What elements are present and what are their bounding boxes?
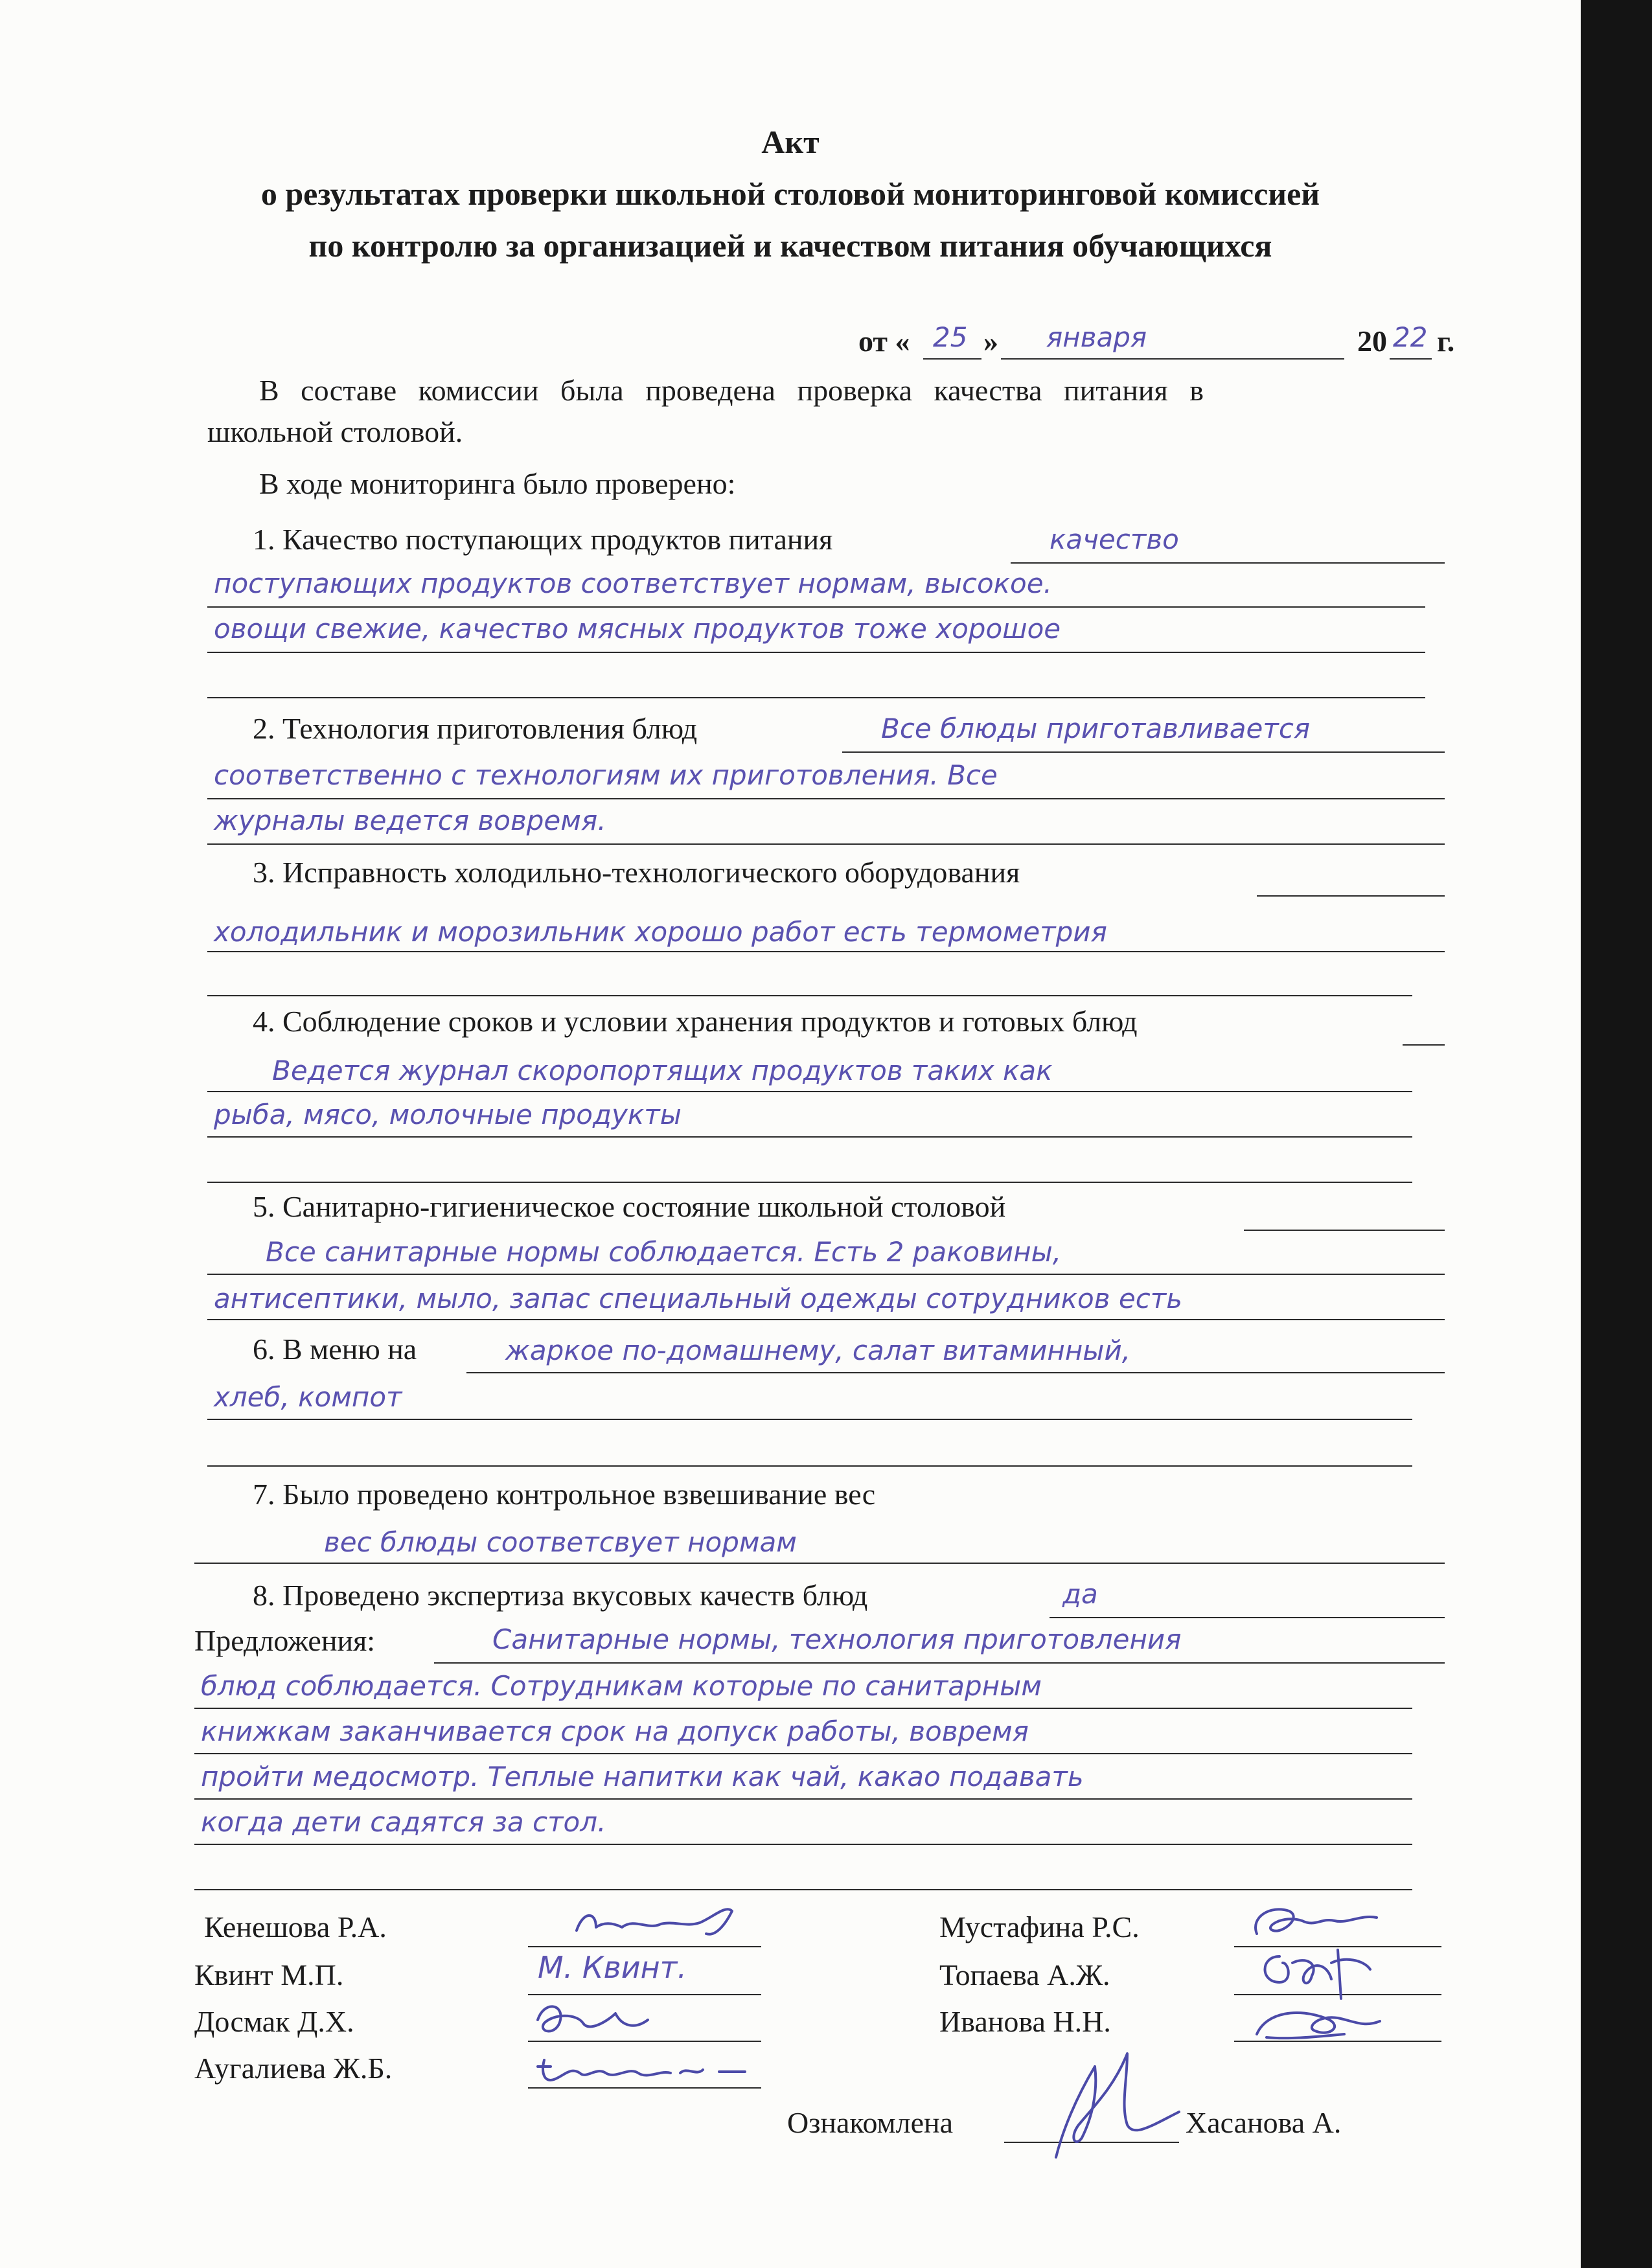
signer-left-4: Аугалиева Ж.Б. — [194, 2052, 393, 2085]
date-year-suffix: 22 — [1393, 321, 1428, 353]
item-4-line-2 — [207, 1136, 1412, 1138]
item-4-label: 4. Соблюдение сроков и условии хранения продуктов и готовых блюд — [253, 1005, 1138, 1038]
item-1-line-0 — [1011, 562, 1445, 564]
ack-signature-mark — [1030, 2041, 1199, 2164]
date-day-line — [923, 358, 981, 360]
date-year-prefix: 20 — [1357, 325, 1387, 358]
item-6-label: 6. В меню на — [253, 1333, 417, 1366]
proposals-rule-5 — [194, 1889, 1412, 1890]
proposals-rule-3 — [194, 1798, 1412, 1800]
item-3-line-1 — [207, 951, 1445, 952]
signer-left-1: Кенешова Р.А. — [204, 1910, 387, 1943]
item-6-line-2 — [207, 1465, 1412, 1467]
item-4-answer-1: Ведется журнал скоропортящих продуктов таких как — [272, 1055, 1053, 1086]
signature-mark-left-3 — [525, 1994, 654, 2046]
item-5-line-2 — [207, 1319, 1445, 1320]
ack-name: Хасанова А. — [1186, 2106, 1342, 2139]
item-2-line-2 — [207, 843, 1445, 845]
item-8-line-0 — [1050, 1617, 1445, 1618]
signer-right-1: Мустафина Р.С. — [939, 1910, 1140, 1943]
item-1-label: 1. Качество поступающих продуктов питания — [253, 523, 833, 556]
signature-text-left-2: М. Квинт. — [538, 1950, 687, 1985]
date-month-line — [1001, 358, 1344, 360]
item-3-answer-1: холодильник и морозильник хорошо работ есть термометрия — [214, 916, 1107, 948]
item-5-answer-1: Все санитарные нормы соблюдается. Есть 2 раковины, — [266, 1236, 1062, 1268]
item-4-line-1 — [207, 1091, 1412, 1092]
signer-right-3: Иванова Н.Н. — [939, 2005, 1111, 2038]
document-title: Акт — [761, 124, 820, 160]
date-mid: » — [983, 325, 998, 358]
proposals-line-5: когда дети садятся за стол. — [201, 1806, 606, 1838]
proposals-line-1: Санитарные нормы, технология приготовления — [492, 1623, 1182, 1655]
signature-mark-left-1 — [570, 1898, 739, 1950]
signature-mark-right-2 — [1254, 1943, 1383, 2002]
document-subtitle-2: по контролю за организацией и качеством питания обучающихся — [308, 227, 1272, 264]
document-subtitle-1: о результатах проверки школьной столовой мониторинговой комиссией — [260, 176, 1320, 212]
item-2-line-1 — [207, 798, 1445, 799]
item-1-answer-3: овощи свежие, качество мясных продуктов тоже хорошое — [214, 613, 1061, 645]
date-day: 25 — [933, 321, 968, 353]
item-1-line-3 — [207, 697, 1425, 698]
scan-dark-edge — [1581, 0, 1652, 2268]
item-1-line-2 — [207, 652, 1425, 653]
item-2-answer-3: журналы ведется вовремя. — [214, 805, 606, 836]
item-8-answer-1: да — [1062, 1578, 1098, 1610]
date-suffix: г. — [1437, 325, 1455, 358]
signer-left-3: Досмак Д.Х. — [194, 2005, 354, 2038]
item-5-label: 5. Санитарно-гигиеническое состояние школьной столовой — [253, 1190, 1006, 1223]
proposals-line-2: блюд соблюдается. Сотрудникам которые по санитарным — [201, 1670, 1042, 1702]
intro-line-1: В составе комиссии была проведена проверка качества питания в — [259, 374, 1204, 407]
item-2-answer-2: соответственно с технологиям их приготовления. Все — [214, 759, 998, 791]
date-prefix: от « — [858, 325, 910, 358]
signature-mark-right-3 — [1247, 2002, 1390, 2047]
proposals-line-4: пройти медосмотр. Теплые напитки как чай, какао подавать — [201, 1761, 1084, 1793]
proposals-rule-2 — [194, 1753, 1412, 1754]
item-3-line-0 — [1257, 895, 1445, 897]
proposals-rule-0 — [434, 1662, 1445, 1664]
item-4-line-0 — [1403, 1044, 1445, 1046]
signature-mark-left-4 — [531, 2047, 751, 2092]
proposals-line-3: книжкам заканчивается срок на допуск работы, вовремя — [201, 1715, 1029, 1747]
item-4-line-3 — [207, 1182, 1412, 1183]
item-7-line-1 — [194, 1563, 1445, 1564]
signature-mark-right-1 — [1244, 1898, 1386, 1950]
item-6-line-0 — [466, 1372, 1445, 1373]
date-year-line — [1390, 358, 1432, 360]
proposals-rule-4 — [194, 1844, 1412, 1845]
signer-right-2: Топаева А.Ж. — [939, 1958, 1110, 1991]
item-2-answer-1: Все блюды приготавливается — [881, 713, 1311, 744]
item-4-answer-2: рыба, мясо, молочные продукты — [214, 1099, 682, 1130]
item-1-answer-1: качество — [1050, 523, 1179, 555]
date-month: января — [1046, 321, 1147, 353]
item-6-line-1 — [207, 1419, 1412, 1420]
proposals-rule-1 — [194, 1708, 1412, 1709]
ack-label: Ознакомлена — [787, 2106, 954, 2139]
item-5-line-1 — [207, 1274, 1445, 1275]
item-2-line-0 — [842, 751, 1445, 753]
item-1-line-1 — [207, 606, 1425, 608]
intro-line-2: школьной столовой. — [207, 415, 463, 448]
item-6-answer-2: хлеб, компот — [214, 1381, 402, 1413]
item-5-answer-2: антисептики, мыло, запас специальный одежды сотрудников есть — [214, 1283, 1182, 1314]
item-1-answer-2: поступающих продуктов соответствует нормам, высокое. — [214, 567, 1052, 599]
item-5-line-0 — [1244, 1230, 1445, 1231]
item-6-answer-1: жаркое по-домашнему, салат витаминный, — [505, 1334, 1131, 1366]
item-3-line-2 — [207, 995, 1412, 996]
item-2-label: 2. Технология приготовления блюд — [253, 712, 698, 745]
signer-left-2: Квинт М.П. — [194, 1958, 344, 1991]
item-3-label: 3. Исправность холодильно-технологического оборудования — [253, 856, 1020, 889]
proposals-label: Предложения: — [194, 1624, 376, 1657]
intro-checked: В ходе мониторинга было проверено: — [259, 467, 736, 500]
item-7-label: 7. Было проведено контрольное взвешивание вес — [253, 1478, 876, 1511]
item-7-answer-1: вес блюды соответсвует нормам — [324, 1526, 797, 1558]
item-8-label: 8. Проведено экспертиза вкусовых качеств блюд — [253, 1579, 868, 1612]
